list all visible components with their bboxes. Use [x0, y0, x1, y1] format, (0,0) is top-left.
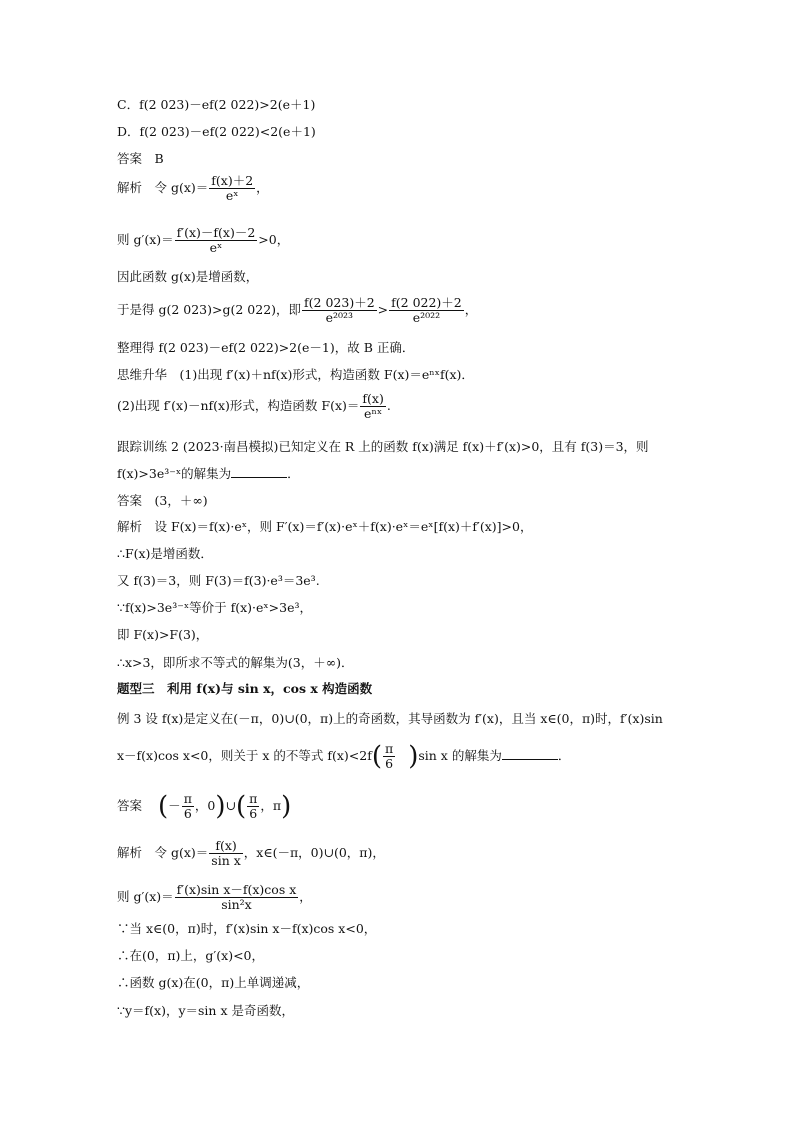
denominator: 6: [183, 806, 192, 821]
fraction: [182, 792, 194, 821]
comparison-line: [117, 296, 477, 325]
numerator: f(x): [362, 391, 384, 406]
answer-blank: [231, 465, 287, 478]
option-d: D．f(2 023)－ef(2 022)<2(e＋1): [117, 124, 316, 139]
text: －: [168, 798, 181, 813]
denominator: 6: [385, 756, 394, 771]
example-3-question: 例 3 设 f(x)是定义在(－π，0)∪(0，π)上的奇函数，其导函数为 f′(x)，且当 x∈(0，π)时，f′(x)sin: [117, 711, 663, 726]
numerator: f(x)＋2: [211, 173, 254, 188]
example-3-question-cont: [117, 742, 570, 771]
text: ，: [464, 302, 478, 317]
denominator: eˣ: [209, 240, 223, 255]
text: ，: [256, 180, 269, 195]
text-line: ∴F(x)是增函数．: [117, 546, 213, 561]
text: f(x)>3e³⁻ˣ的解集为: [117, 466, 232, 481]
text: 则 g′(x)＝: [117, 889, 174, 904]
solution-1-line: [117, 174, 269, 203]
fraction: [302, 296, 377, 325]
text-line: ∵当 x∈(0，π)时，f′(x)sin x－f(x)cos x<0，: [117, 921, 377, 936]
fraction: [175, 883, 299, 912]
text-line: 解析 设 F(x)＝f(x)·eˣ，则 F′(x)＝f′(x)·eˣ＋f(x)·eˣ＝eˣ[f(x)＋f′(x)]>0，: [117, 519, 533, 534]
text-line: ∵y＝f(x)，y＝sin x 是奇函数，: [117, 1003, 294, 1018]
paren: (: [371, 741, 382, 772]
denominator: eˣ: [225, 188, 239, 203]
text: 解析 令 g(x)＝: [117, 180, 209, 195]
text: ，π: [260, 798, 282, 813]
denominator: eⁿˣ: [364, 406, 383, 421]
text: ．: [287, 466, 300, 481]
solution-3-line: [117, 839, 385, 868]
text: 答案: [117, 798, 143, 813]
practice-2-question-cont: [117, 465, 300, 483]
text: ．: [557, 748, 571, 763]
text-line: 因此函数 g(x)是增函数，: [117, 269, 259, 284]
thinking-tip-1: 思维升华 (1)出现 f′(x)＋nf(x)形式，构造函数 F(x)＝eⁿˣf(x)．: [117, 367, 474, 382]
paren: (: [236, 791, 247, 822]
section-heading: 题型三 利用 f(x)与 sin x，cos x 构造函数: [117, 681, 373, 696]
practice-2-question: 跟踪训练 2 (2023·南昌模拟)已知定义在 R 上的函数 f(x)满足 f(x)＋f′(x)>0，且有 f(3)＝3，则: [117, 439, 649, 454]
paren: (: [158, 791, 169, 822]
fraction: [209, 174, 255, 203]
text: 则 g′(x)＝: [117, 232, 174, 247]
text-line: 整理得 f(2 023)－ef(2 022)>2(e－1)，故 B 正确．: [117, 340, 415, 355]
numerator: f(2 023)＋2: [304, 295, 375, 310]
text: >0，: [258, 232, 290, 247]
text-line: ∴x>3，即所求不等式的解集为(3，＋∞)．: [117, 655, 354, 670]
derivative-line-3: [117, 883, 312, 912]
numerator: π: [249, 791, 258, 806]
paren: ): [215, 791, 226, 822]
numerator: f′(x)sin x－f(x)cos x: [176, 882, 297, 897]
text: sin x 的解集为: [418, 748, 502, 763]
numerator: f(2 022)＋2: [391, 295, 462, 310]
fraction: [389, 296, 464, 325]
text: x－f(x)cos x<0，则关于 x 的不等式 f(x)<2f: [117, 748, 372, 763]
text-line: 又 f(3)＝3，则 F(3)＝f(3)·e³＝3e³.: [117, 573, 320, 588]
text: (2)出现 f′(x)－nf(x)形式，构造函数 F(x)＝: [117, 398, 360, 413]
thinking-tip-2: [117, 392, 391, 421]
denominator: e²⁰²³: [325, 310, 354, 325]
fraction: [383, 742, 395, 771]
denominator: sin²x: [221, 897, 252, 912]
option-c: C．f(2 023)－ef(2 022)>2(e＋1): [117, 97, 316, 112]
numerator: π: [183, 791, 192, 806]
answer-3: [117, 792, 291, 821]
text-line: 即 F(x)>F(3)，: [117, 627, 209, 642]
numerator: π: [384, 741, 394, 756]
text-line: ∴在(0，π)上，g′(x)<0，: [117, 948, 264, 963]
denominator: e²⁰²²: [412, 310, 441, 325]
text: ∪: [225, 798, 236, 813]
fraction: [247, 792, 259, 821]
denominator: sin x: [211, 853, 241, 868]
numerator: f′(x)－f(x)－2: [176, 225, 256, 240]
text: .: [386, 398, 391, 413]
fraction: [175, 226, 258, 255]
fraction: [360, 392, 385, 421]
text: 解析 令 g(x)＝: [117, 845, 209, 860]
text: 于是得 g(2 023)>g(2 022)，即: [117, 302, 302, 317]
paren: ): [408, 741, 419, 772]
text-line: ∵f(x)>3e³⁻ˣ等价于 f(x)·eˣ>3e³，: [117, 600, 313, 615]
fraction: [209, 839, 243, 868]
denominator: 6: [249, 806, 258, 821]
text: ，x∈(－π，0)∪(0，π)，: [243, 845, 385, 860]
derivative-line: [117, 226, 289, 255]
text: >: [377, 302, 389, 317]
paren: ): [281, 791, 292, 822]
numerator: f(x): [209, 839, 243, 854]
text: ，: [299, 889, 312, 904]
text-line: ∴函数 g(x)在(0，π)上单调递减，: [117, 975, 310, 990]
answer-1: 答案 B: [117, 151, 164, 166]
text: ，0: [194, 798, 216, 813]
answer-2: 答案 (3，＋∞): [117, 493, 208, 508]
answer-blank: [502, 747, 558, 760]
